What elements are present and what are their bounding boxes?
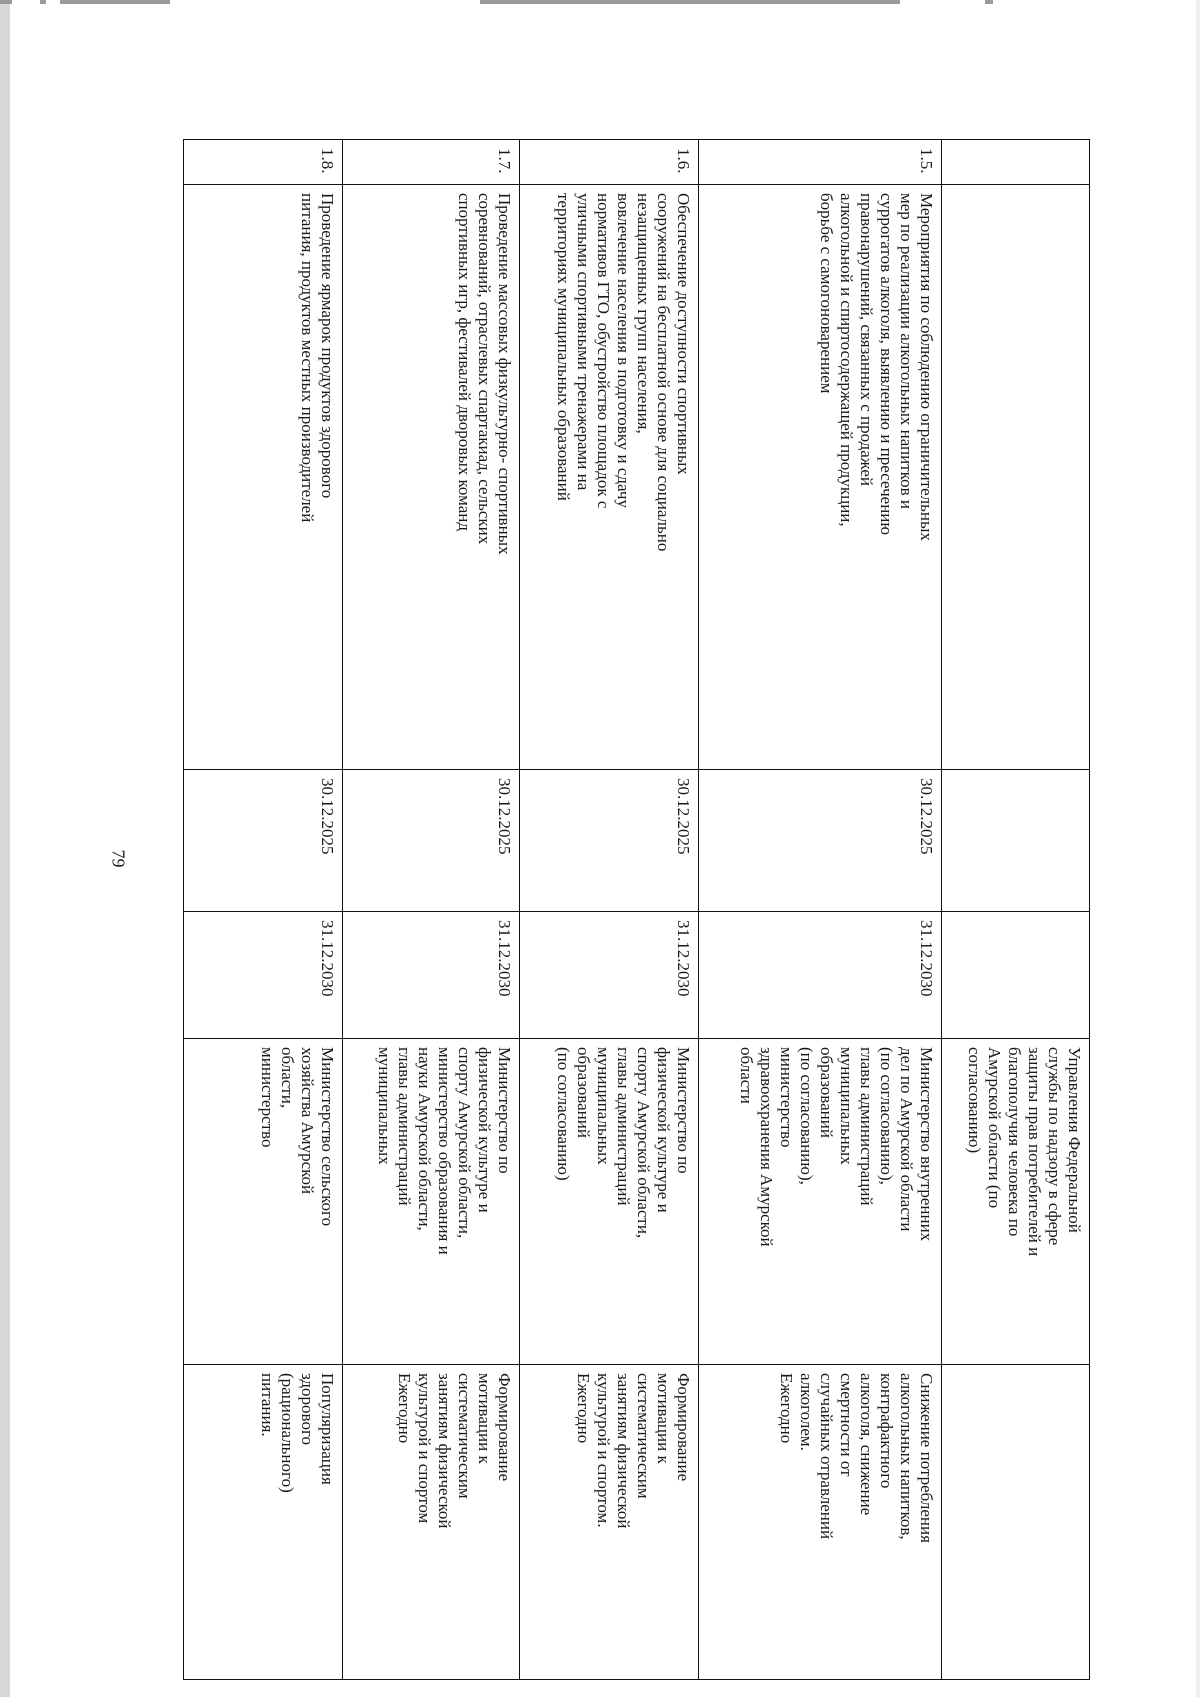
table-row [520,140,699,1680]
page-number: 79 [108,849,129,868]
cell-executor: Министерство по физической культуре и спорту Амурской области, главы администраций муниципальных образований (по согласованию) [520,1039,699,1365]
rotated-page [170,139,1090,1679]
cell-measure-name [942,185,1090,770]
table-row [343,140,520,1680]
cell-result: Формирование мотивации к систематическим занятиям физической культурой и спортом. Ежегодно [520,1365,699,1680]
cell-start-date: 30.12.2025 [699,770,942,912]
cell-result: Снижение потребления алкогольных напитков, контрафактного алкоголя, снижение смертности от случайных отравлений алкоголем. Ежегодно [699,1365,942,1680]
cell-result: Формирование мотивации к систематическим занятиям физической культурой и спортом Ежегодно [343,1365,520,1680]
cell-measure-name: Обеспечение доступности спортивных сооружений на бесплатной основе для социально незащищенных групп населения, вовлечение населения в подготовку и сдачу нормативов ГТО, обустройство площадок с уличными спортивными тренажерами на территориях муниципальных образований [520,185,699,770]
cell-result: Популяризация здорового (рационального) питания. [184,1365,343,1680]
table-row [699,140,942,1680]
cell-measure-name: Проведение ярмарок продуктов здорового питания, продуктов местных производителей [184,185,343,770]
cell-end-date: 31.12.2030 [184,912,343,1039]
cell-start-date: 30.12.2025 [343,770,520,912]
cell-executor: Управления Федеральной службы по надзору в сфере защиты прав потребителей и благополучия человека по Амурской области (по согласованию) [942,1039,1090,1365]
cell-executor: Министерство по физической культуре и спорту Амурской области, министерство образования и науки Амурской области, главы администраций муниципальных [343,1039,520,1365]
scan-top-artifacts [0,0,1200,10]
cell-measure-name: Проведение массовых физкультурно- спортивных соревнований, отраслевых спартакиад, сельских спортивных игр, фестивалей дворовых команд [343,185,520,770]
cell-result [942,1365,1090,1680]
table-row [184,140,343,1680]
cell-end-date: 31.12.2030 [520,912,699,1039]
cell-number: 1.5. [699,140,942,185]
cell-start-date: 30.12.2025 [184,770,343,912]
cell-executor: Министерство сельского хозяйства Амурской области, министерство [184,1039,343,1365]
cell-number: 1.8. [184,140,343,185]
scan-right-margin [1196,0,1200,1697]
cell-start-date: 30.12.2025 [520,770,699,912]
cell-end-date: 31.12.2030 [699,912,942,1039]
cell-end-date [942,912,1090,1039]
cell-number [942,140,1090,185]
table-row [942,140,1090,1680]
cell-end-date: 31.12.2030 [343,912,520,1039]
cell-executor: Министерство внутренних дел по Амурской области (по согласованию), главы администраций муниципальных образований (по согласованию), министерство здравоохранения Амурской области [699,1039,942,1365]
scan-left-margin [0,0,10,1697]
cell-measure-name: Мероприятия по соблюдению ограничительных мер по реализации алкогольных напитков и суррогатов алкоголя, выявлению и пресечению правонарушений, связанных с продажей алкогольной и спиртосодержащей продукции, борьбе с самогоноварением [699,185,942,770]
cell-number: 1.7. [343,140,520,185]
cell-start-date [942,770,1090,912]
measures-table [183,139,1090,1680]
cell-number: 1.6. [520,140,699,185]
